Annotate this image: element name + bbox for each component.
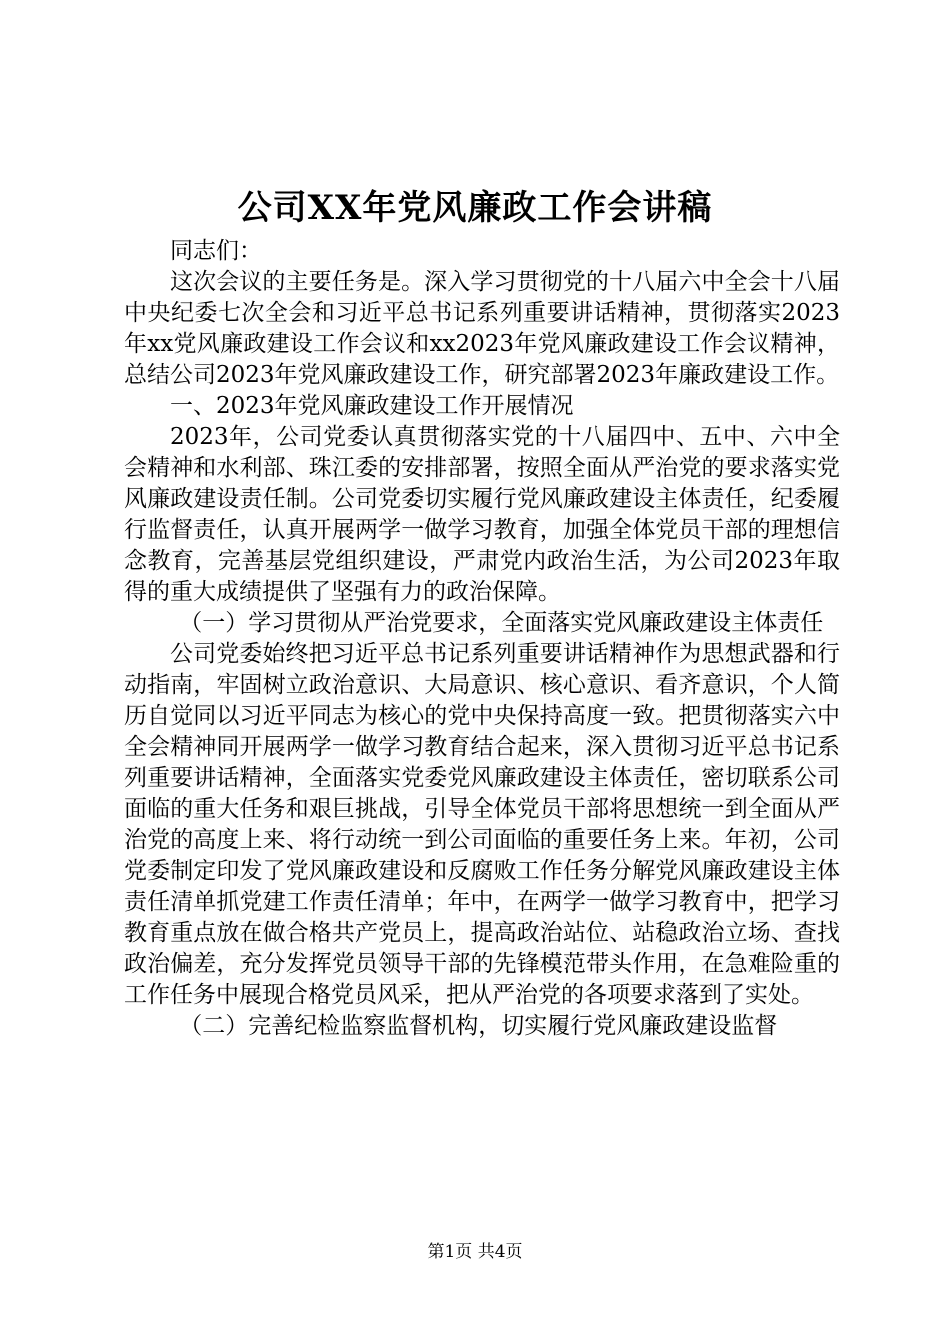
subsection-heading-1: （一）学习贯彻从严治党要求，全面落实党风廉政建设主体责任: [179, 610, 824, 636]
intro-paragraph: 这次会议的主要任务是。深入学习贯彻党的十八届六中全会十八届中央纪委七次全会和习近平总书记系列重要讲话精神，贯彻落实2023年xx党风廉政建设工作会议和xx2023年党风廉政建设工作会议精神，总结公司2023年党风廉政建设工作，研究部署2023年廉政建设工作。: [124, 269, 840, 388]
section-1-paragraph: 2023年，公司党委认真贯彻落实党的十八届四中、五中、六中全会精神和水利部、珠江委的安排部署，按照全面从严治党的要求落实党风廉政建设责任制。公司党委切实履行党风廉政建设主体责任，纪委履行监督责任，认真开展两学一做学习教育，加强全体党员干部的理想信念教育，完善基层党组织建设，严肃党内政治生活，为公司2023年取得的重大成绩提供了坚强有力的政治保障。: [124, 424, 840, 605]
subsection-1-paragraph: 公司党委始终把习近平总书记系列重要讲话精神作为思想武器和行动指南，牢固树立政治意识、大局意识、核心意识、看齐意识，个人简历自觉同以习近平同志为核心的党中央保持高度一致。把贯彻落实六中全会精神同开展两学一做学习教育结合起来，深入贯彻习近平总书记系列重要讲话精神，全面落实党委党风廉政建设主体责任，密切联系公司面临的重大任务和艰巨挑战，引导全体党员干部将思想统一到全面从严治党的高度上来、将行动统一到公司面临的重要任务上来。年初，公司党委制定印发了党风廉政建设和反腐败工作任务分解党风廉政建设主体责任清单抓党建工作责任清单；年中，在两学一做学习教育中，把学习教育重点放在做合格共产党员上，提高政治站位、站稳政治立场、查找政治偏差，充分发挥党员领导干部的先锋模范带头作用，在急难险重的工作任务中展现合格党员风采，把从严治党的各项要求落到了实处。: [124, 641, 840, 1008]
salutation-paragraph: 同志们：: [170, 238, 262, 264]
section-heading-1: 一、2023年党风廉政建设工作开展情况: [170, 393, 574, 419]
document-title: 公司XX年党风廉政工作会讲稿: [237, 188, 713, 228]
subsection-heading-2: （二）完善纪检监察监督机构，切实履行党风廉政建设监督: [179, 1013, 778, 1039]
document-body: [124, 236, 840, 1042]
page-footer: 第1页 共4页: [427, 1242, 523, 1262]
